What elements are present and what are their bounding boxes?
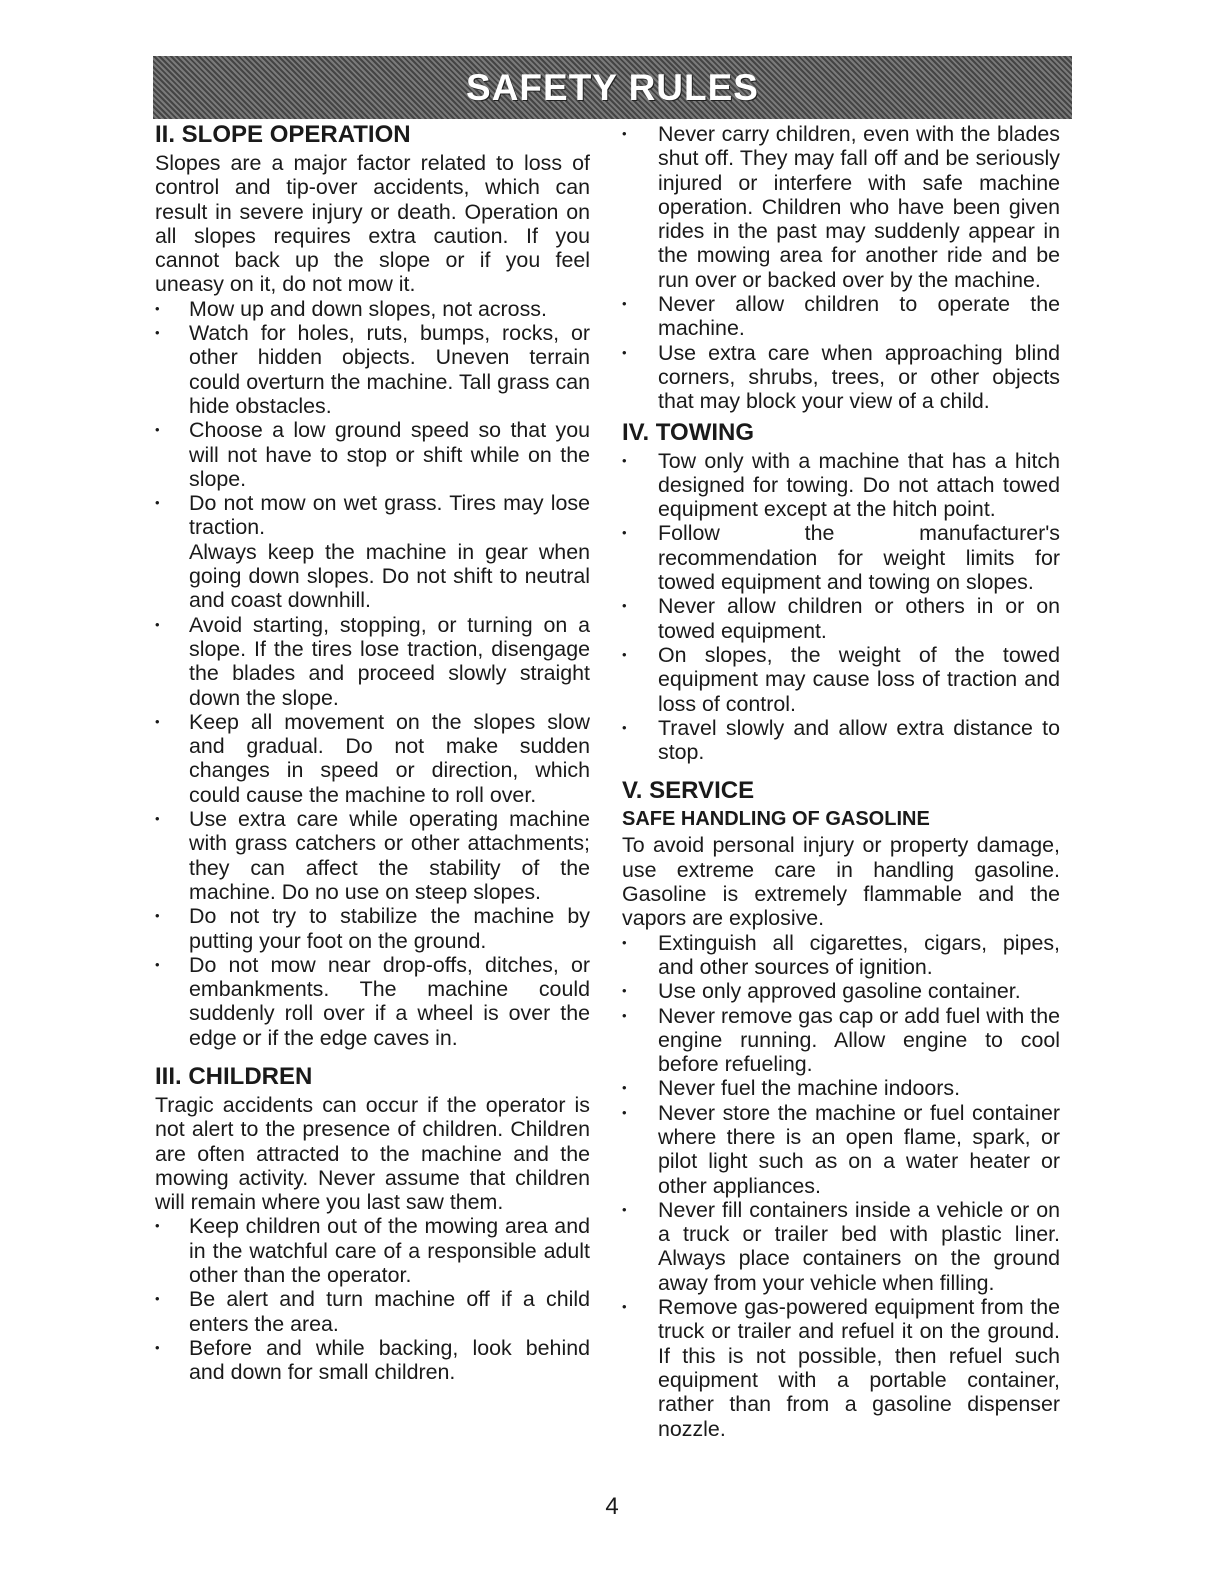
list-item: • Extinguish all cigarettes, cigars, pipes, and other sources of ignition. — [622, 931, 1060, 980]
list-item: • Use extra care when approaching blind corners, shrubs, trees, or other objects that may block your view of a child. — [622, 341, 1060, 414]
list-item: • Never remove gas cap or add fuel with the engine running. Allow engine to cool before refueling. — [622, 1004, 1060, 1077]
page-title: SAFETY RULES — [466, 66, 759, 108]
slope-intro: Slopes are a major factor related to loss of control and tip-over accidents, which can result in severe injury or death. Operation on all slopes requires extra caution. If you cannot back up the slope or if you feel uneasy on it, do not mow it. — [155, 151, 590, 297]
list-item: • Travel slowly and allow extra distance to stop. — [622, 716, 1060, 765]
list-item: • Never fill containers inside a vehicle or on a truck or trailer bed with plastic liner. Always place containers on the ground away from your vehicle when filling. — [622, 1198, 1060, 1295]
towing-list — [622, 449, 1060, 765]
list-item-extra: Always keep the machine in gear when going down slopes. Do not shift to neutral and coast downhill. — [189, 539, 590, 613]
list-item: • Never allow children to operate the machine. — [622, 292, 1060, 341]
list-item: • Mow up and down slopes, not across. — [155, 297, 590, 321]
list-item: • Choose a low ground speed so that you will not have to stop or shift while on the slope. — [155, 418, 590, 491]
children-cont-list — [622, 122, 1060, 414]
list-item: • Be alert and turn machine off if a child enters the area. — [155, 1287, 590, 1336]
list-item: • Do not try to stabilize the machine by putting your foot on the ground. — [155, 904, 590, 953]
list-item: • Tow only with a machine that has a hitch designed for towing. Do not attach towed equipment except at the hitch point. — [622, 449, 1060, 522]
slope-heading: II. SLOPE OPERATION — [155, 121, 411, 148]
page-number: 4 — [605, 1493, 619, 1520]
service-heading: V. SERVICE — [622, 777, 755, 805]
list-item: • Do not mow near drop-offs, ditches, or embankments. The machine could suddenly roll over if a wheel is over the edge or if the edge caves in. — [155, 953, 590, 1050]
gasoline-subheading: SAFE HANDLING OF GASOLINE — [622, 808, 930, 831]
list-item: • Never store the machine or fuel container where there is an open flame, spark, or pilot light such as on a water heater or other appliances. — [622, 1101, 1060, 1198]
list-item: • Never allow children or others in or on towed equipment. — [622, 594, 1060, 643]
list-item: • Before and while backing, look behind and down for small children. — [155, 1336, 590, 1385]
safety-rules-banner — [153, 56, 1072, 119]
list-item: • Watch for holes, ruts, bumps, rocks, or other hidden objects. Uneven terrain could overturn the machine. Tall grass can hide obstacles. — [155, 321, 590, 418]
service-intro: To avoid personal injury or property damage, use extreme care in handling gasoline. Gasoline is extremely flammable and the vapors are explosive. — [622, 833, 1060, 931]
list-item — [155, 491, 590, 612]
list-item: • Avoid starting, stopping, or turning on a slope. If the tires lose traction, disengage the blades and proceed slowly straight down the slope. — [155, 613, 590, 710]
slope-list — [155, 297, 590, 1050]
children-heading: III. CHILDREN — [155, 1062, 313, 1090]
towing-heading: IV. TOWING — [622, 418, 755, 446]
list-item-text: • Do not mow on wet grass. Tires may lose traction. — [189, 491, 590, 540]
list-item: • Remove gas-powered equipment from the truck or trailer and refuel it on the ground. If this is not possible, then refuel such equipment with a portable container, rather than from a gasoline dispenser nozzle. — [622, 1295, 1060, 1441]
list-item: • Never carry children, even with the blades shut off. They may fall off and be seriously injured or interfere with safe machine operation. Children who have been given rides in the past may suddenly appear in the mowing area for another ride and be run over or backed over by the machine. — [622, 122, 1060, 292]
list-item: • Never fuel the machine indoors. — [622, 1076, 1060, 1100]
children-list — [155, 1214, 590, 1384]
list-item: • Use extra care while operating machine with grass catchers or other attachments; they can affect the stability of the machine. Do no use on steep slopes. — [155, 807, 590, 904]
list-item: • Follow the manufacturer's recommendation for weight limits for towed equipment and towing on slopes. — [622, 521, 1060, 594]
children-intro: Tragic accidents can occur if the operator is not alert to the presence of children. Children are often attracted to the machine and the mowing activity. Never assume that children will remain where you last saw them. — [155, 1092, 590, 1215]
list-item: • Keep children out of the mowing area and in the watchful care of a responsible adult other than the operator. — [155, 1214, 590, 1287]
left-column — [155, 122, 590, 1385]
list-item: • Keep all movement on the slopes slow and gradual. Do not make sudden changes in speed or direction, which could cause the machine to roll over. — [155, 710, 590, 807]
service-list — [622, 931, 1060, 1441]
list-item: • Use only approved gasoline container. — [622, 979, 1060, 1003]
right-column — [622, 122, 1060, 1441]
list-item: • On slopes, the weight of the towed equipment may cause loss of traction and loss of control. — [622, 643, 1060, 716]
